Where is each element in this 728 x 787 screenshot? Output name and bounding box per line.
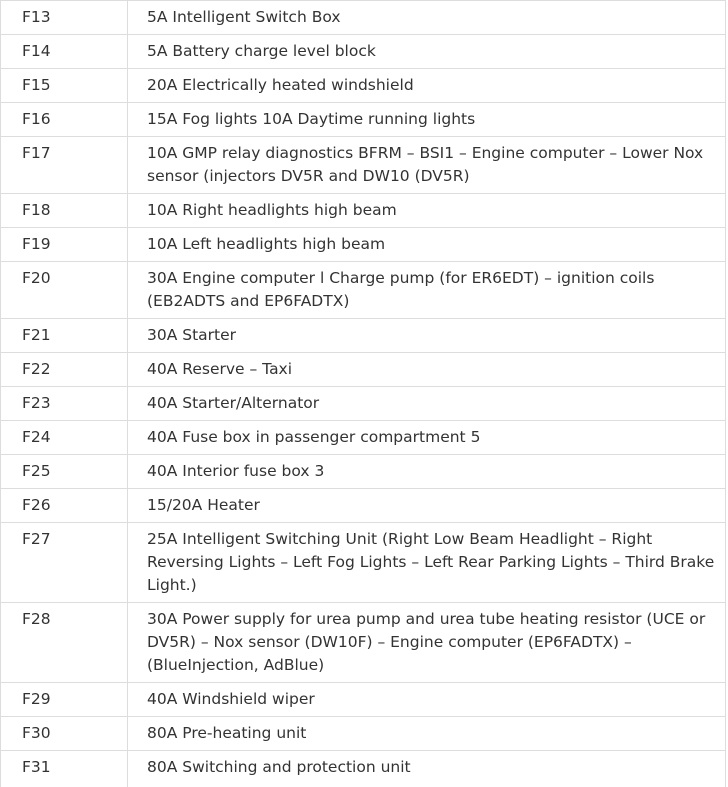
description-cell: 20A Electrically heated windshield <box>128 69 726 103</box>
table-row <box>1 262 726 319</box>
table-row <box>1 194 726 228</box>
fuse-cell: F14 <box>1 35 128 69</box>
table-row <box>1 319 726 353</box>
description-cell: 40A Starter/Alternator <box>128 387 726 421</box>
fuse-cell: F13 <box>1 1 128 35</box>
description-cell: 15/20A Heater <box>128 489 726 523</box>
table-row <box>1 137 726 194</box>
table-row <box>1 455 726 489</box>
description-cell: 80A Pre-heating unit <box>128 717 726 751</box>
table-row <box>1 1 726 35</box>
fuse-cell: F31 <box>1 751 128 787</box>
description-cell: 30A Starter <box>128 319 726 353</box>
table-row <box>1 353 726 387</box>
fuse-cell: F29 <box>1 683 128 717</box>
table-row <box>1 228 726 262</box>
fuse-cell: F20 <box>1 262 128 319</box>
table-row <box>1 421 726 455</box>
table-row <box>1 387 726 421</box>
description-cell: 15A Fog lights 10A Daytime running lights <box>128 103 726 137</box>
table-row <box>1 717 726 751</box>
fuse-cell: F27 <box>1 523 128 603</box>
description-cell: 25A Intelligent Switching Unit (Right Low Beam Headlight – Right Reversing Lights – Left Fog Lights – Left Rear Parking Lights – Third Brake Light.) <box>128 523 726 603</box>
description-cell: 40A Interior fuse box 3 <box>128 455 726 489</box>
table-row <box>1 523 726 603</box>
fuse-cell: F24 <box>1 421 128 455</box>
fuse-cell: F23 <box>1 387 128 421</box>
description-cell: 5A Intelligent Switch Box <box>128 1 726 35</box>
table-row <box>1 35 726 69</box>
fuse-cell: F15 <box>1 69 128 103</box>
description-cell: 40A Reserve – Taxi <box>128 353 726 387</box>
table-row <box>1 683 726 717</box>
fuse-cell: F19 <box>1 228 128 262</box>
table-row <box>1 103 726 137</box>
table-row <box>1 751 726 787</box>
description-cell: 30A Engine computer l Charge pump (for ER6EDT) – ignition coils (EB2ADTS and EP6FADTX) <box>128 262 726 319</box>
description-cell: 10A Right headlights high beam <box>128 194 726 228</box>
description-cell: 80A Switching and protection unit <box>128 751 726 787</box>
description-cell: 40A Windshield wiper <box>128 683 726 717</box>
fuse-cell: F16 <box>1 103 128 137</box>
fuse-cell: F21 <box>1 319 128 353</box>
fuse-cell: F30 <box>1 717 128 751</box>
description-cell: 5A Battery charge level block <box>128 35 726 69</box>
description-cell: 10A Left headlights high beam <box>128 228 726 262</box>
fuse-cell: F17 <box>1 137 128 194</box>
fuse-cell: F28 <box>1 603 128 683</box>
table-row <box>1 69 726 103</box>
fuse-table-body <box>1 1 726 787</box>
fuse-cell: F22 <box>1 353 128 387</box>
fuse-cell: F18 <box>1 194 128 228</box>
description-cell: 40A Fuse box in passenger compartment 5 <box>128 421 726 455</box>
table-row <box>1 603 726 683</box>
table-row <box>1 489 726 523</box>
fuse-cell: F25 <box>1 455 128 489</box>
description-cell: 30A Power supply for urea pump and urea tube heating resistor (UCE or DV5R) – Nox sensor (DW10F) – Engine computer (EP6FADTX) – (BlueInjection, AdBlue) <box>128 603 726 683</box>
fuse-cell: F26 <box>1 489 128 523</box>
description-cell: 10A GMP relay diagnostics BFRM – BSI1 – Engine computer – Lower Nox sensor (injectors DV5R and DW10 (DV5R) <box>128 137 726 194</box>
